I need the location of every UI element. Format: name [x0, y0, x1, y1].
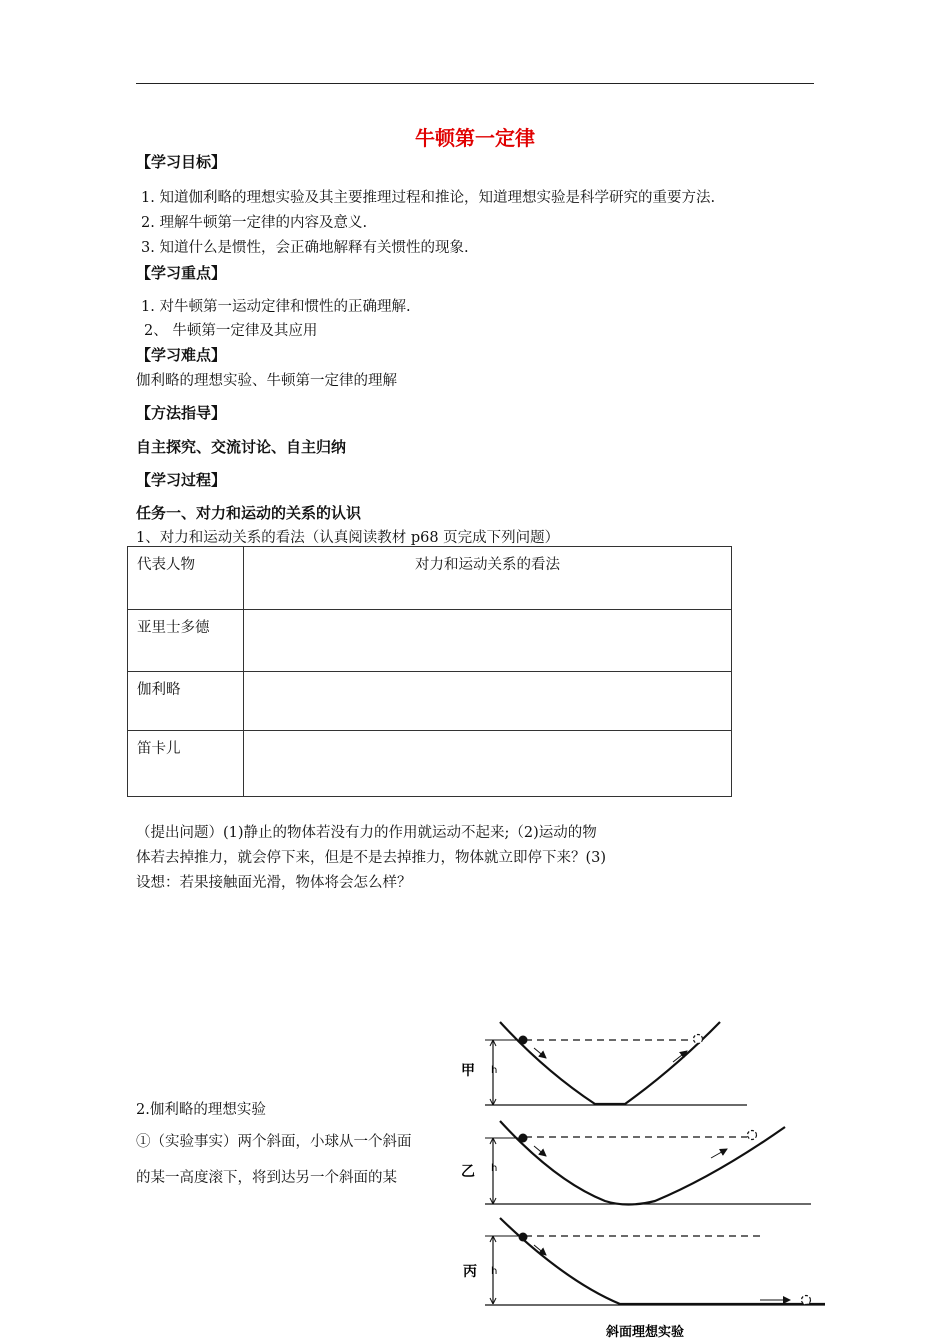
- method-text: 自主探究、交流讨论、自主归纳: [136, 438, 347, 456]
- process-heading: 【学习过程】: [136, 471, 227, 489]
- table-row: [128, 731, 732, 797]
- panel-label-yi: 乙: [461, 1164, 475, 1180]
- method-heading: 【方法指导】: [136, 404, 227, 422]
- ball-start-bing: [519, 1233, 528, 1242]
- view-answer-cell[interactable]: [244, 610, 732, 672]
- height-label-yi: h: [491, 1163, 498, 1174]
- galileo-heading: 2.伽利略的理想实验: [136, 1102, 266, 1118]
- panel-bing: [463, 1218, 825, 1305]
- track-bing: [500, 1218, 825, 1304]
- question-paragraph: [136, 821, 606, 896]
- focus-heading: 【学习重点】: [136, 264, 227, 282]
- motion-arrow: [534, 1146, 546, 1156]
- track-jia: [500, 1022, 720, 1104]
- panel-label-jia: 甲: [461, 1063, 475, 1079]
- galileo-line: 的某一高度滚下，将到达另一个斜面的某: [136, 1170, 397, 1186]
- person-cell: 伽利略: [128, 672, 244, 731]
- question-line: 体若去掉推力，就会停下来，但是不是去掉推力，物体就立即停下来？(3): [136, 850, 607, 866]
- ball-end-jia: [694, 1035, 703, 1044]
- panel-label-bing: 丙: [463, 1264, 477, 1280]
- track-yi: [500, 1121, 785, 1205]
- header-cell-view: 对力和运动关系的看法: [244, 547, 732, 610]
- difficulty-heading: 【学习难点】: [136, 346, 227, 364]
- focus-item-1: 1. 对牛顿第一运动定律和惯性的正确理解.: [141, 299, 411, 315]
- ball-start-yi: [519, 1134, 528, 1143]
- difficulty-text: 伽利略的理想实验、牛顿第一定律的理解: [136, 373, 397, 389]
- task1-intro: 1、对力和运动关系的看法（认真阅读教材 p68 页完成下列问题）: [136, 530, 560, 546]
- person-cell: 笛卡儿: [128, 731, 244, 797]
- goal-item-3: 3. 知道什么是惯性，会正确地解释有关惯性的现象.: [141, 240, 469, 256]
- header-rule: [136, 83, 814, 84]
- galileo-line: ①（实验事实）两个斜面，小球从一个斜面: [136, 1134, 412, 1150]
- goal-item-1: 1. 知道伽利略的理想实验及其主要推理过程和推论，知道理想实验是科学研究的重要方法.: [141, 190, 716, 206]
- view-answer-cell[interactable]: [244, 672, 732, 731]
- page-title: 牛顿第一定律: [415, 126, 535, 150]
- question-line: 设想：若果接触面光滑，物体将会怎么样？: [136, 875, 412, 891]
- view-answer-cell[interactable]: [244, 731, 732, 797]
- focus-item-2: 2、 牛顿第一定律及其应用: [144, 323, 318, 339]
- task1-heading: 任务一、对力和运动的关系的认识: [136, 504, 362, 522]
- ball-end-bing: [802, 1296, 811, 1305]
- ball-start-jia: [519, 1036, 528, 1045]
- table-row: [128, 672, 732, 731]
- ball-end-yi: [748, 1131, 757, 1140]
- height-label-bing: h: [491, 1266, 498, 1277]
- goal-item-2: 2. 理解牛顿第一定律的内容及意义.: [141, 215, 368, 231]
- motion-arrow: [711, 1149, 727, 1158]
- header-cell-person: 代表人物: [128, 547, 244, 610]
- table-header-row: [128, 547, 732, 610]
- views-table: [127, 546, 732, 797]
- inclined-plane-figure: [455, 1016, 835, 1344]
- panel-yi: [461, 1121, 811, 1205]
- person-cell: 亚里士多德: [128, 610, 244, 672]
- height-label-jia: h: [491, 1065, 498, 1076]
- figure-caption: 斜面理想实验: [605, 1325, 685, 1340]
- question-line: （提出问题）(1)静止的物体若没有力的作用就运动不起来;（2)运动的物: [136, 825, 597, 841]
- table-row: [128, 610, 732, 672]
- panel-jia: [461, 1022, 747, 1105]
- goals-heading: 【学习目标】: [136, 153, 227, 171]
